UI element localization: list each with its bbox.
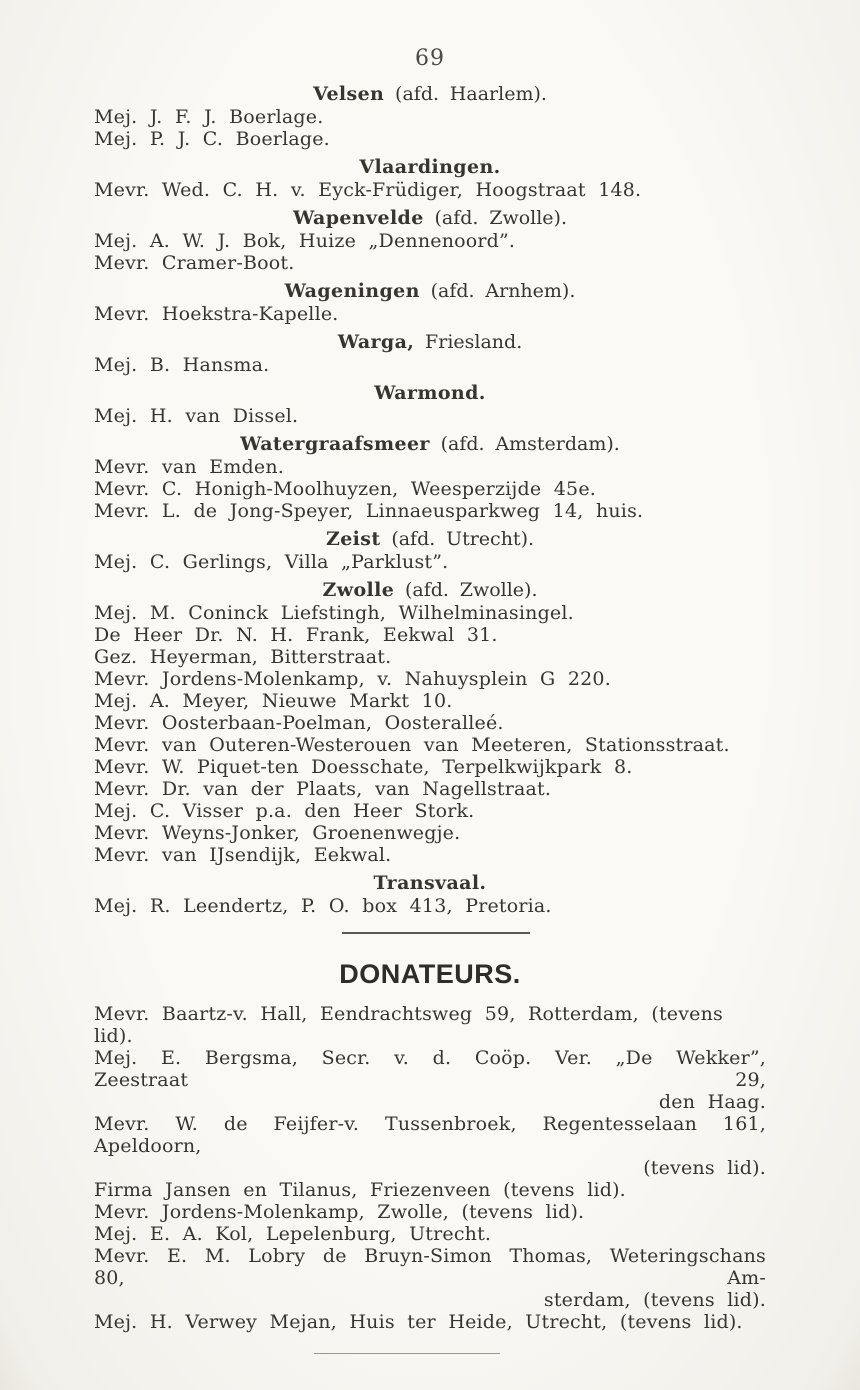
page-content (94, 83, 766, 1354)
member-line: Mevr. van Outeren-Westerouen van Meeteren, Stationsstraat. (94, 734, 730, 756)
member-line: Mevr. van Emden. (94, 456, 284, 478)
member-line: Mej. B. Hansma. (94, 354, 270, 376)
section-town: Warga, (337, 331, 415, 353)
section-zeist (94, 528, 766, 573)
section-branch: (afd. Amsterdam). (440, 433, 620, 455)
member-line: Mej. A. Meyer, Nieuwe Markt 10. (94, 690, 453, 712)
section-town: Velsen (313, 83, 385, 105)
member-line: Mevr. Jordens-Molenkamp, v. Nahuysplein G 220. (94, 668, 611, 690)
section-heading (94, 207, 766, 229)
donor-line: Mevr. W. de Feijfer-v. Tussenbroek, Regentesselaan 161, Apeldoorn, (94, 1113, 766, 1157)
section-branch: (afd. Zwolle). (404, 579, 538, 601)
section-vlaardingen (94, 156, 766, 201)
section-heading (94, 156, 766, 178)
section-town: Wageningen (284, 280, 420, 302)
section-heading (94, 331, 766, 353)
bottom-rule (314, 1353, 500, 1354)
donor-line-continuation: den Haag. (658, 1091, 766, 1113)
section-town: Zeist (325, 528, 381, 550)
member-line: Mevr. van IJsendijk, Eekwal. (94, 844, 392, 866)
member-line: Mej. C. Visser p.a. den Heer Stork. (94, 800, 475, 822)
member-line: Mej. J. F. J. Boerlage. (94, 106, 324, 128)
member-line: Mej. M. Coninck Liefstingh, Wilhelminasingel. (94, 602, 574, 624)
member-line: Mej. C. Gerlings, Villa „Parklust”. (94, 551, 449, 573)
section-town: Wapenvelde (292, 207, 424, 229)
donateurs-section (94, 959, 766, 1333)
member-line: Mevr. Hoekstra-Kapelle. (94, 303, 339, 325)
member-line: De Heer Dr. N. H. Frank, Eekwal 31. (94, 624, 498, 646)
section-town: Warmond. (374, 382, 486, 404)
member-line: Mej. P. J. C. Boerlage. (94, 128, 330, 150)
donor-line-continuation: sterdam, (tevens lid). (543, 1289, 766, 1311)
member-line: Gez. Heyerman, Bitterstraat. (94, 646, 392, 668)
member-line: Mevr. L. de Jong-Speyer, Linnaeusparkweg 14, huis. (94, 500, 644, 522)
section-watergraafsmeer (94, 433, 766, 522)
donateurs-heading: DONATEURS. (339, 959, 521, 989)
donor-line: Mej. H. Verwey Mejan, Huis ter Heide, Utrecht, (tevens lid). (94, 1311, 743, 1333)
section-heading (94, 280, 766, 302)
member-line: Mevr. Wed. C. H. v. Eyck-Früdiger, Hoogstraat 148. (94, 179, 642, 201)
donor-line-continuation: (tevens lid). (643, 1157, 766, 1179)
section-branch: (afd. Utrecht). (391, 528, 535, 550)
divider-rule (342, 932, 530, 934)
member-line: Mej. R. Leendertz, P. O. box 413, Pretoria. (94, 895, 552, 917)
donor-line: Mevr. E. M. Lobry de Bruyn-Simon Thomas, Weteringschans 80, Am- (94, 1245, 766, 1289)
member-line: Mej. H. van Dissel. (94, 405, 299, 427)
section-town: Vlaardingen. (359, 156, 501, 178)
donor-line: Mevr. Baartz-v. Hall, Eendrachtsweg 59, Rotterdam, (tevens lid). (94, 1003, 723, 1047)
section-warga (94, 331, 766, 376)
section-town: Transvaal. (373, 872, 487, 894)
section-transvaal (94, 872, 766, 917)
section-warmond (94, 382, 766, 427)
section-heading (94, 528, 766, 550)
section-town: Zwolle (322, 579, 395, 601)
page-number: 69 (415, 46, 445, 71)
member-line: Mevr. Weyns-Jonker, Groenenwegje. (94, 822, 461, 844)
section-velsen (94, 83, 766, 150)
donor-line: Mej. E. A. Kol, Lepelenburg, Utrecht. (94, 1223, 492, 1245)
section-branch: (afd. Haarlem). (395, 83, 547, 105)
section-branch: Friesland. (425, 331, 523, 353)
section-branch: (afd. Zwolle). (434, 207, 568, 229)
member-line: Mevr. Dr. van der Plaats, van Nagellstraat. (94, 778, 552, 800)
section-wapenvelde (94, 207, 766, 274)
donor-line: Firma Jansen en Tilanus, Friezenveen (tevens lid). (94, 1179, 626, 1201)
section-town: Watergraafsmeer (240, 433, 430, 455)
member-line: Mevr. Cramer-Boot. (94, 252, 295, 274)
section-wageningen (94, 280, 766, 325)
member-line: Mej. A. W. J. Bok, Huize „Dennenoord”. (94, 230, 516, 252)
section-heading (94, 872, 766, 894)
member-line: Mevr. Oosterbaan-Poelman, Oosteralleé. (94, 712, 504, 734)
member-line: Mevr. W. Piquet-ten Doesschate, Terpelkwijkpark 8. (94, 756, 633, 778)
section-zwolle (94, 579, 766, 866)
donor-line: Mevr. Jordens-Molenkamp, Zwolle, (tevens lid). (94, 1201, 585, 1223)
section-heading (94, 579, 766, 601)
section-branch: (afd. Arnhem). (430, 280, 576, 302)
section-heading (94, 83, 766, 105)
member-line: Mevr. C. Honigh-Moolhuyzen, Weesperzijde 45e. (94, 478, 596, 500)
section-heading (94, 382, 766, 404)
section-heading (94, 433, 766, 455)
donor-line: Mej. E. Bergsma, Secr. v. d. Coöp. Ver. „De Wekker”, Zeestraat 29, (94, 1047, 766, 1091)
